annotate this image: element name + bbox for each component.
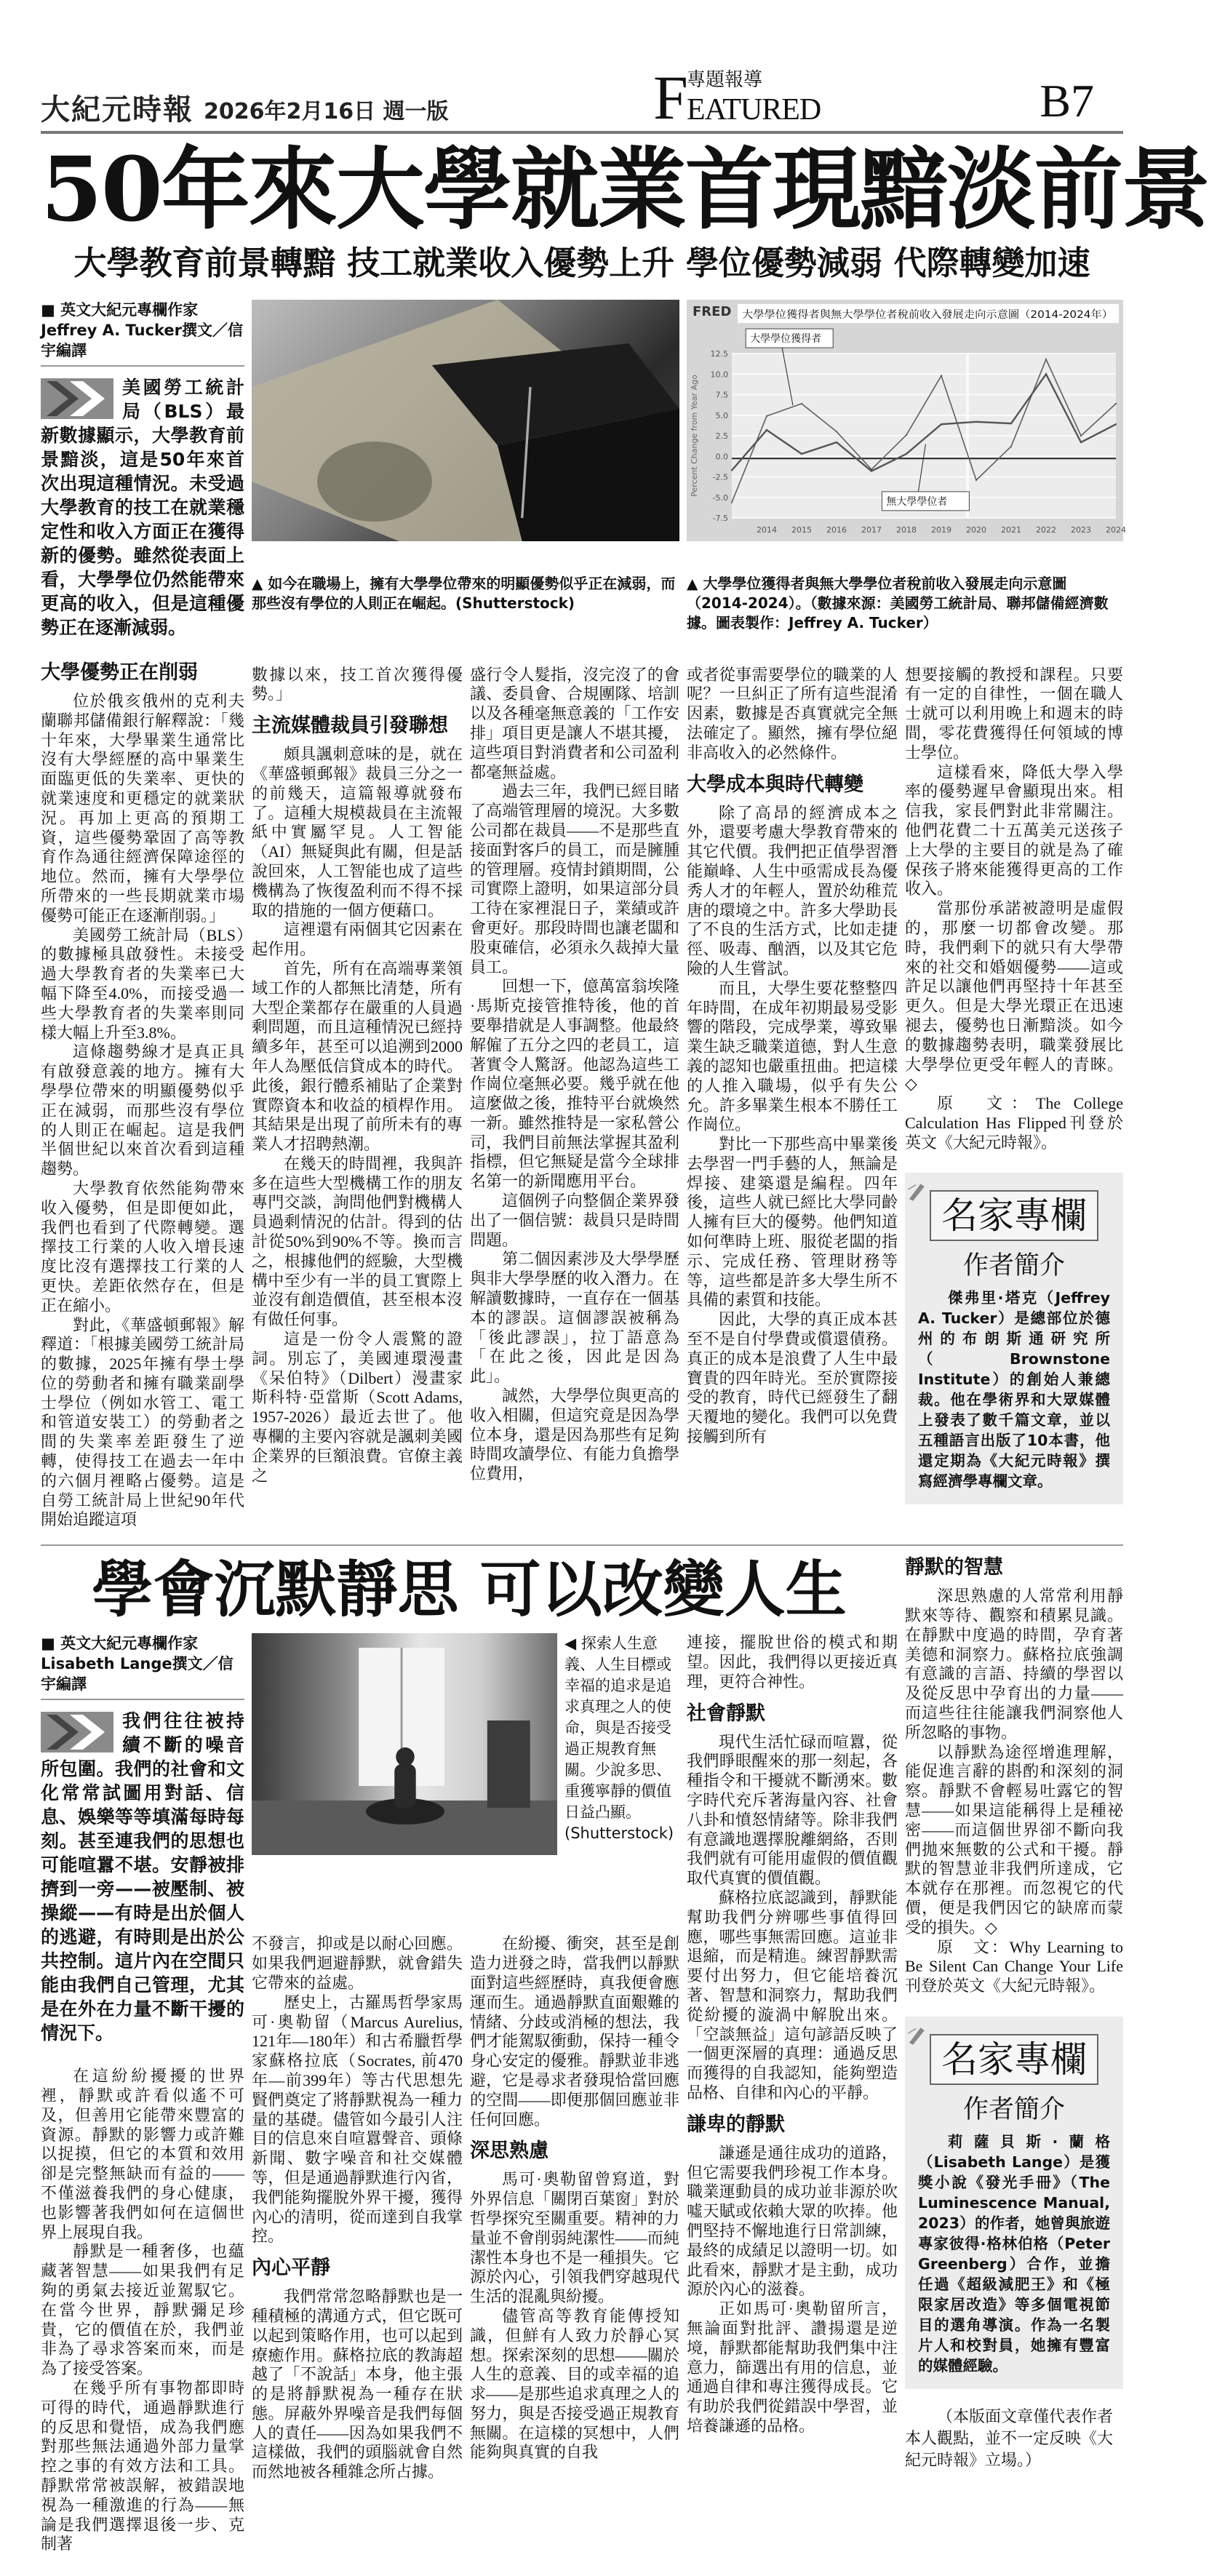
article1 <box>41 300 1126 1530</box>
paragraph: 當那份承諾被證明是虛假的，那麼一切都會改變。那時，我們剩下的就只有大學帶來的社交和婚姻優勢——這或許足以讓他們再堅持十年甚至更久。但是大學光環正在迅速褪去，優勢也日漸黯淡。如今的數據趨勢表明，職業發展比大學學位更受年輕人的青睞。◇ <box>905 899 1123 1093</box>
article1-column-5 <box>905 666 1123 1153</box>
data-point <box>1045 373 1047 375</box>
article2-column-4 <box>687 1633 898 2436</box>
data-point <box>801 453 802 455</box>
series-label: 大學學位獲得者 <box>750 333 822 345</box>
y-tick-label: 5.0 <box>715 410 728 420</box>
page-number: B7 <box>1040 75 1094 127</box>
meditation-room-photo <box>252 1633 557 1855</box>
y-tick-label: 0.0 <box>715 452 728 462</box>
data-point <box>906 434 907 436</box>
x-tick-label: 2018 <box>896 525 917 535</box>
paragraph: 在紛擾、衝突，甚至是創造力迸發之時，當我們以靜默面對這些經歷時，真我便會應運而生。通過靜默直面艱難的情緒、分歧或消極的想法，我們才能駕馭衝動，保持一種令身心安定的優雅。靜默並非逃避，它是尋求者發現恰當回應的空間——即便那個回應並非任何回應。 <box>470 1934 679 2129</box>
data-point <box>731 501 733 503</box>
paragraph: 不發言，抑或是以耐心回應。如果我們迴避靜默，就會錯失它帶來的益處。 <box>252 1934 463 1992</box>
section-heading: 主流媒體裁員引發聯想 <box>252 714 448 738</box>
pen-icon <box>906 2024 928 2046</box>
masthead <box>41 63 1123 134</box>
paragraph: 蘇格拉底認識到，靜默能幫助我們分辨哪些事值得回應，哪些事無需回應。這並非退縮，而是精進。練習靜默需要付出努力，但它能培養沉著、智慧和洞察力，幫助我們從紛擾的漩渦中解脫出來。「空談無益」這句諺語反映了一個更深層的真理：通過反思而獲得的自我認知，能夠塑造品格、自律和內心的平靜。 <box>687 1889 898 2102</box>
y-tick-label: 2.5 <box>715 431 728 441</box>
data-point <box>906 453 907 455</box>
x-tick-label: 2015 <box>791 525 812 535</box>
paragraph: 因此，大學的真正成本甚至不是自付學費或償還債務。真正的成本是浪費了人生中最寶貴的四年時光。至於實際接受的教育，時代已經發生了翻天覆地的變化。我們可以免費接觸到所有 <box>687 1310 898 1446</box>
y-tick-label: 10.0 <box>710 370 728 380</box>
line-chart <box>687 300 1126 541</box>
y-tick-label: 7.5 <box>715 390 728 400</box>
income-change-chart <box>687 300 1126 541</box>
paragraph: 數據以來，技工首次獲得優勢。」 <box>252 665 463 703</box>
article1-column-5-wrap <box>905 666 1123 1505</box>
section-heading: 謙卑的靜默 <box>687 2113 785 2136</box>
section-masthead <box>653 63 835 132</box>
data-point <box>1010 445 1012 447</box>
paragraph: 現代生活忙碌而喧囂，從我們睜眼醒來的那一刻起，各種指令和干擾就不斷湧來。數字時代充斥著海量內容、社會八卦和憤怒情緒等。除非我們有意識地選擇脫離網絡，否則我們就有可能用虛假的價值觀取代真實的價值觀。 <box>687 1732 898 1888</box>
x-tick-label: 2024 <box>1106 525 1126 535</box>
paragraph: 歷史上，古羅馬哲學家馬可·奧勒留（Marcus Aurelius, 121年—180年）和古希臘哲學家蘇格拉底（Socrates, 前470年—前399年）等古代思想先賢們奠定了將靜默視為一種力量的基礎。儘管如今最引人注目的信息來自喧囂聲音、頭條新聞、數字噪音和社交媒體等，但是通過靜默進行內省，我們能夠擺脫外界干擾，獲得內心的清明，從而達到自我掌控。 <box>252 1993 463 2246</box>
opinion-disclaimer: （本版面文章僅代表作者本人觀點，並不一定反映《大紀元時報》立場。） <box>905 2408 1114 2470</box>
paragraph: 除了高昂的經濟成本之外，還要考慮大學教育帶來的其它代價。我們把正值學習潛能巔峰、人生中亟需成長為優秀人才的年輕人，置於幼稚荒唐的環境之中。許多大學助長了不良的生活方式，比如走捷徑、吸毒、酗酒，以及其它危險的人生嘗試。 <box>687 803 898 978</box>
article1-chart-caption: ▲ 大學學位獲得者與無大學學位者稅前收入發展走向示意圖（2014-2024）。（數據來源：美國勞工統計局、聯邦儲備經濟數據。圖表製作：Jeffrey A. Tucker） <box>687 574 1109 631</box>
data-point <box>1080 442 1082 443</box>
paragraph: 而且，大學生要花整整四年時間，在成年初期最易受影響的階段，完成學業，導致畢業生缺乏職業道德，對人生意義的認知也嚴重扭曲。把這樣的人推入職場，似乎有失公允。許多畢業生根本不勝任工作崗位。 <box>687 978 898 1134</box>
paragraph: 在幾乎所有事物都即時可得的時代，通過靜默進行的反思和覺悟，成為我們應對那些無法通過外部力量掌控之事的有效方法和工具。靜默常常被誤解，被錯誤地視為一種激進的行為——無論是我們選擇退後一步、克制著 <box>41 2379 244 2553</box>
paragraph: 這個例子向整個企業界發出了一個信號：裁員只是時間問題。 <box>470 1192 679 1249</box>
paragraph: 第二個因素涉及大學學歷與非大學學歷的收入潛力。在解讀數據時，一直存在一個基本的謬誤。這個謬誤被稱為「後此謬誤」，拉丁語意為「在此之後，因此是因為此」。 <box>470 1250 679 1386</box>
photo-graphic <box>252 1633 557 1855</box>
y-tick-label: -2.5 <box>712 472 728 482</box>
article2-column-2 <box>252 1934 463 2482</box>
fred-logo: FRED <box>693 304 732 319</box>
x-tick-label: 2021 <box>1001 525 1021 535</box>
x-tick-label: 2017 <box>861 525 882 535</box>
data-point <box>801 403 802 404</box>
x-tick-label: 2014 <box>757 525 777 535</box>
issue-date: 2026年2月16日 週一版 <box>204 99 449 124</box>
photo-graphic <box>252 300 679 541</box>
section-heading: 內心平靜 <box>252 2257 330 2280</box>
article2-intro-text: 我們往往被持續不斷的噪音所包圍。我們的社會和文化常常試圖用對話、信息、娛樂等等填滿每時每刻。甚至連我們的思想也可能喧囂不堪。安靜被排擠到一旁——被壓制、被操縱——有時是出於個人的逃避，有時則是出於公共控制。這片內在空間只能由我們自己管理，尤其是在外在力量不斷干擾的情況下。 <box>41 1710 244 2044</box>
paragraph: 原 文：The College Calculation Has Flipped刊登於英文《大紀元時報》。 <box>905 1094 1123 1152</box>
paragraph: 馬可·奧勒留曾寫道，對外界信息「關閉百葉窗」對於哲學探究至關重要。精神的力量並不會削弱純潔性——而純潔性本身也不是一種損失。它源於內心，引領我們穿越現代生活的混亂與紛擾。 <box>470 2170 679 2306</box>
article1-column-4 <box>687 666 898 1447</box>
paragraph: 過去三年，我們已經目睹了高端管理層的境況。大多數公司都在裁員——不是那些直接面對客戶的員工，而是臃腫的管理層。疫情封鎖期間，公司實際上證明，如果這部分員工待在家裡混日子，業績或許會更好。那段時間也讓老闆和股東確信，必須永久裁掉大量員工。 <box>470 782 679 976</box>
author-bio-text: 莉薩貝斯·蘭格（Lisabeth Lange）是獲獎小說《發光手冊》（The Luminescence Manual, 2023）的作者，她曾與旅遊專家彼得·格林伯格（Peter Greenberg）合作，並擔任過《超級減肥王》和《極限家居改造》等多個電視節目的選角導演。作為一名製片人和校對員，她擁有豐富的媒體經驗。 <box>918 2133 1110 2374</box>
x-tick-label: 2019 <box>931 525 951 535</box>
article2-column-5-wrap <box>905 1553 1123 2472</box>
data-point <box>941 375 942 376</box>
author-bio-box <box>905 1173 1123 1504</box>
y-tick-label: -7.5 <box>712 514 728 523</box>
data-point <box>1115 403 1117 404</box>
series-label: 無大學學位者 <box>886 495 948 508</box>
paragraph: 我們常常忽略靜默也是一種積極的溝通方式，但它既可以起到策略作用，也可以起到療癒作用。蘇格拉底的教誨超越了「不說話」本身，他主張的是將靜默視為一種存在狀態。屏蔽外界噪音是我們每個人的責任——因為如果我們不這樣做，我們的頭腦就會自然而然地被各種雜念所占據。 <box>252 2287 463 2481</box>
x-tick-label: 2023 <box>1071 525 1091 535</box>
column-badge <box>930 1190 1098 1241</box>
article2 <box>41 1544 1123 2554</box>
data-point <box>766 429 767 431</box>
paragraph: 或者從事需要學位的職業的人呢？一旦糾正了所有這些混淆因素，數據是否真實就完全無法確定了。顯然，擁有學位絕非高收入的必然條件。 <box>687 665 898 762</box>
paragraph: 首先，所有在高端專業領域工作的人都無比清楚，所有大型企業都存在嚴重的人員過剩問題，而且這種情況已經持續多年，甚至可以追溯到2000年人為壓低信貸成本的時代。此後，銀行體系補貼了企業對實際資本和收益的槓桿作用。其結果是出現了前所未有的專業人才招聘熱潮。 <box>252 959 463 1154</box>
pen-icon <box>906 1180 928 1202</box>
paragraph: 這條趨勢線才是真正具有啟發意義的地方。擁有大學學位帶來的明顯優勢似乎正在減弱，而那些沒有學位的人則正在崛起。這是我們半個世紀以來首次看到這種趨勢。 <box>41 1042 244 1179</box>
paragraph: 這樣看來，降低大學入學率的優勢遲早會顯現出來。相信我，家長們對此非常關注。他們花費二十五萬美元送孩子上大學的主要目的就是為了確保孩子將來能獲得更高的工作收入。 <box>905 762 1123 898</box>
paragraph: 對比一下那些高中畢業後去學習一門手藝的人，無論是焊接、建築還是編程。四年後，這些人就已經比大學同齡人擁有巨大的優勢。他們知道如何準時上班、服從老闆的指示、完成任務、管理財務等等，這些都是許多大學生所不具備的素質和技能。 <box>687 1135 898 1309</box>
chart-title: 大學學位獲得者與無大學學位者稅前收入發展走向示意圖（2014-2024年） <box>742 309 1083 321</box>
paragraph: 謙遜是通往成功的道路，但它需要我們珍視工作本身。職業運動員的成功並非源於吹噓天賦或依賴大眾的吹捧。他們堅持不懈地進行日常訓練，最終的成績足以證明一切。如此看來，靜默才是主動，成功源於內心的滋養。 <box>687 2143 898 2299</box>
data-point <box>975 421 977 423</box>
article2-intro <box>41 1709 244 2045</box>
article1-column-2 <box>252 666 463 1486</box>
paragraph: 深思熟慮的人常常利用靜默來等待、觀察和積累見識。在靜默中度過的時間，孕育著美德和洞察力。蘇格拉底強調有意識的言語、持續的學習以及從反思中孕育出的力量——而這些往往能讓我們洞察他人所忽略的事物。 <box>905 1587 1123 1742</box>
article2-byline: ■ 英文大紀元專欄作家Lisabeth Lange撰文／信宇編譯 <box>41 1633 244 1700</box>
article1-intro <box>41 375 244 639</box>
column-badge-label: 名家專欄 <box>941 1195 1087 1237</box>
article1-byline: ■ 英文大紀元專欄作家Jeffrey A. Tucker撰文／信宇編譯 <box>41 300 244 367</box>
article1-column-1-body <box>41 661 244 1530</box>
article1-column-1 <box>41 300 244 1530</box>
article2-column-1 <box>41 1633 244 2554</box>
article1-subheadline: 大學教育前景轉黯 技工就業收入優勢上升 學位優勢減弱 代際轉變加速 <box>73 244 1090 282</box>
data-point <box>1010 423 1012 424</box>
section-heading: 社會靜默 <box>687 1702 765 1725</box>
paragraph: 回想一下，億萬富翁埃隆·馬斯克接管推特後，他的首要舉措就是人事調整。他最終解僱了五分之四的老員工，這著實令人驚訝。他認為這些工作崗位毫無必要。幾乎就在他這麼做之後，推特平台就煥然一新。雖然推特是一家私營公司，我們目前無法掌握其盈利指標，但它無疑是當今全球排名第一的新聞應用平台。 <box>470 977 679 1191</box>
author-bio-box <box>905 2017 1123 2389</box>
section-name-cn: 專題報導 <box>686 69 762 91</box>
paragraph: 原 文：Why Learning to Be Silent Can Change Your Life刊登於英文《大紀元時報》。 <box>905 1937 1123 1995</box>
section-heading: 靜默的智慧 <box>905 1556 1003 1579</box>
y-axis-label: Percent Change from Year Ago <box>690 375 699 497</box>
article2-media <box>252 1633 679 1855</box>
article1-headline: 50年來大學就業首現黯淡前景 <box>41 137 1209 242</box>
author-bio-heading: 作者簡介 <box>962 1251 1065 1281</box>
data-point <box>836 431 837 432</box>
section-heading: 大學優勢正在削弱 <box>41 661 198 684</box>
y-tick-label: 12.5 <box>710 349 728 359</box>
paragraph: 在這紛紛擾擾的世界裡，靜默或許看似遙不可及，但善用它能帶來豐富的資源。靜默的影響力或許難以捉摸，但它的本質和效用卻是完整無缺而有益的——不僅滋養我們的身心健康，也影響著我們如何在這個世界上展現自我。 <box>41 2067 244 2241</box>
paragraph: 在幾天的時間裡，我與許多在這些大型機構工作的朋友專門交談，詢問他們對機構人員過剩情況的估計。得到的估計從50%到90%不等。換而言之，根據他們的經驗，大型機構中至少有一半的員工實際上並沒有創造價值，甚至根本沒有做任何事。 <box>252 1154 463 1329</box>
article2-photo-caption: ◀ 探索人生意義、人生目標或幸福的追求是追求真理之人的使命，與是否接受過正規教育無關。少說多思、重獲寧靜的價值日益凸顯。(Shutterstock) <box>564 1635 674 1843</box>
article2-column-3 <box>470 1934 679 2463</box>
x-tick-label: 2020 <box>966 525 986 535</box>
data-point <box>941 423 942 425</box>
section-heading: 深思熟慮 <box>470 2140 548 2163</box>
column-badge-label: 名家專欄 <box>941 2038 1087 2081</box>
data-point <box>1045 359 1047 360</box>
data-point <box>836 442 837 443</box>
paragraph: 這裡還有兩個其它因素在起作用。 <box>252 920 463 959</box>
paragraph: 靜默是一種奢侈，也蘊藏著智慧——如果我們有足夠的勇氣去接近並駕馭它。在當今世界，靜默彌足珍貴，它的價值在於，我們並非為了尋求答案而來，而是為了接受答案。 <box>41 2242 244 2378</box>
paragraph: 美國勞工統計局（BLS）的數據極具啟發性。未接受過大學教育者的失業率已大幅下降至4.0%，而接受過一些大學教育者的失業率則同樣大幅上升至3.8%。 <box>41 925 244 1042</box>
chevron-right-icon <box>41 378 113 419</box>
data-point <box>1080 435 1082 436</box>
diploma-money-photo <box>252 300 679 541</box>
author-bio-heading: 作者簡介 <box>962 2095 1065 2124</box>
paragraph: 連接，擺脫世俗的模式和期望。因此，我們得以更接近真理，更符合神性。 <box>687 1633 898 1691</box>
paragraph: 盛行令人髮指，沒完沒了的會議、委員會、合規團隊、培訓以及各種毫無意義的「工作安排」項目更是讓人不堪其擾，這些項目對消費者和公司盈利都毫無益處。 <box>470 665 679 781</box>
author-bio-text: 傑弗里·塔克（Jeffrey A. Tucker）是總部位於德州的布朗斯通研究所（Brownstone Institute）的創始人兼總裁。他在學術界和大眾媒體上發表了數千篇文章，並以五種語言出版了10本書，他還定期為《大紀元時報》撰寫經濟學專欄文章。 <box>918 1289 1110 1491</box>
paragraph: 這是一份令人震驚的證詞。別忘了，美國連環漫畫《呆伯特》（Dilbert）漫畫家斯科特·亞當斯（Scott Adams, 1957-2026）最近去世了。他專欄的主要內容就是諷刺美國企業界的巨額浪費。官僚主義之 <box>252 1330 463 1485</box>
article1-intro-text: 美國勞工統計局（BLS）最新數據顯示，大學教育前景黯淡，這是50年來首次出現這種情況。未受過大學教育的技工在就業穩定性和收入方面正在獲得新的優勢。雖然從表面上看，大學學位仍然能帶來更高的收入，但是這種優勢正在逐漸減弱。 <box>41 377 244 638</box>
data-point <box>975 479 977 481</box>
article2-column-5 <box>905 1556 1123 1996</box>
article2-headline: 學會沉默靜思 可以改變人生 <box>92 1554 847 1626</box>
x-tick-label: 2016 <box>826 525 847 535</box>
section-initial: F <box>653 63 688 132</box>
masthead-left <box>41 93 449 127</box>
paragraph: 大學教育依然能夠帶來收入優勢，但是即便如此，我們也看到了代際轉變。選擇技工行業的人收入增長速度比沒有選擇技工行業的人更快。差距依然存在，但是正在縮小。 <box>41 1179 244 1315</box>
section-heading: 大學成本與時代轉變 <box>687 773 863 796</box>
paragraph: 想要接觸的教授和課程。只要有一定的自律性，一個在職人士就可以利用晚上和週末的時間，零花費獲得任何領域的博士學位。 <box>905 665 1123 762</box>
data-point <box>731 469 733 471</box>
section-name-en: EATURED <box>686 93 821 127</box>
data-point <box>766 415 767 417</box>
paragraph: 以靜默為途徑增進理解，能促進言辭的斟酌和深刻的洞察。靜默不會輕易吐露它的智慧——如果這能稱得上是種祕密——而這個世界卻不斷向我們拋來無數的公式和干擾。靜默的智慧並非我們所達成，它本就存在那裡。而忽視它的代價，便是我們因它的缺席而蒙受的損失。◇ <box>905 1742 1123 1937</box>
paragraph: 位於俄亥俄州的克利夫蘭聯邦儲備銀行解釋說：「幾十年來，大學畢業生通常比沒有大學經歷的高中畢業生面臨更低的失業率、更快的就業速度和更穩定的就業狀況。再加上更高的預期工資，這些優勢鞏固了高等教育作為通往經濟保障途徑的地位。然而，擁有大學學位所帶來的一些長期就業市場優勢可能正在逐漸削弱。」 <box>41 692 244 925</box>
article2-column-1-body <box>41 2067 244 2554</box>
chevron-right-icon <box>41 1712 113 1752</box>
paragraph: 正如馬可·奧勒留所言，無論面對批評、讚揚還是逆境，靜默都能幫助我們集中注意力，篩選出有用的信息，並通過自律和專注獲得成長。它有助於我們從錯誤中學習，並培養謙遜的品格。 <box>687 2300 898 2435</box>
newspaper-logo: 大紀元時報 <box>41 92 193 127</box>
paragraph: 對此，《華盛頓郵報》解釋道：「根據美國勞工統計局的數據，2025年擁有學士學位的勞動者和擁有職業副學士學位（例如水管工、電工和管道安裝工）的勞動者之間的失業率差距發生了逆轉，使得技工在過去一年中的六個月裡略占優勢。這是自勞工統計局上世紀90年代開始追蹤這項 <box>41 1315 244 1529</box>
data-point <box>871 470 872 471</box>
paragraph: 儘管高等教育能傳授知識，但鮮有人致力於靜心冥想。探索深刻的思想——關於人生的意義、目的或幸福的追求——是那些追求真理之人的努力，與是否接受過正規教育無關。在這樣的冥想中，人們能夠與真實的自我 <box>470 2306 679 2462</box>
paragraph: 頗具諷刺意味的是，就在《華盛頓郵報》裁員三分之一的前幾天，這篇報導就發布了。這種大規模裁員在主流報紙中實屬罕見。人工智能（AI）無疑與此有關，但是話說回來，人工智能也成了這些機構為了恢復盈利而不得不採取的措施的一個方便藉口。 <box>252 745 463 920</box>
data-point <box>1115 423 1117 425</box>
x-tick-label: 2022 <box>1036 525 1056 535</box>
y-tick-label: -5.0 <box>712 493 728 503</box>
article1-photo-caption: ▲ 如今在職場上，擁有大學學位帶來的明顯優勢似乎正在減弱，而那些沒有學位的人則正在崛起。(Shutterstock) <box>252 574 676 612</box>
paragraph: 誠然，大學學位與更高的收入相關，但這究竟是因為學位本身，還是因為那些有足夠時間攻讀學位、有能力負擔學位費用， <box>470 1387 679 1483</box>
article1-column-3 <box>470 666 679 1484</box>
column-badge <box>930 2034 1098 2085</box>
